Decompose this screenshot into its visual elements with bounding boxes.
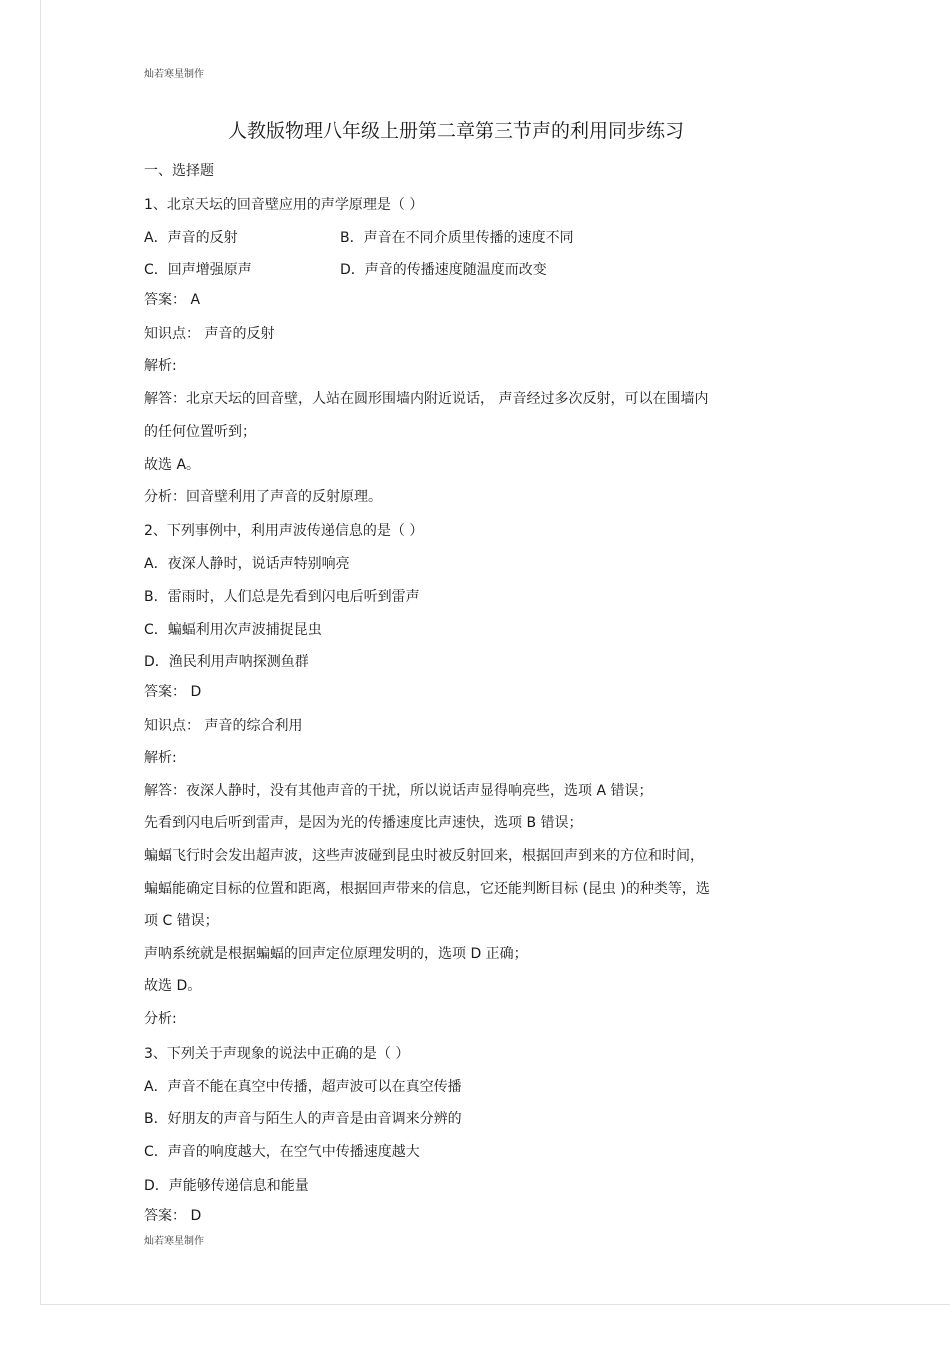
q2-analysis-label: 解析: — [144, 750, 177, 766]
q1-analysis-label: 解析: — [144, 358, 177, 374]
q3-option-a: A．声音不能在真空中传播，超声波可以在真空传播 — [144, 1079, 462, 1095]
q2-solution-line-3: 蝙蝠飞行时会发出超声波，这些声波碰到昆虫时被反射回来，根据回声到来的方位和时间， — [144, 848, 704, 864]
section-heading: 一、选择题 — [144, 163, 214, 179]
q1-option-c: C．回声增强原声 — [144, 262, 252, 278]
q3-stem: 3、下列关于声现象的说法中正确的是（ ） — [144, 1046, 410, 1062]
document-title: 人教版物理八年级上册第二章第三节声的利用同步练习 — [227, 120, 684, 142]
q2-stem: 2、下列事例中，利用声波传递信息的是（ ） — [144, 523, 424, 539]
q3-option-d: D．声能够传递信息和能量 — [144, 1178, 309, 1194]
q2-fenxi: 分析: — [144, 1011, 177, 1027]
q1-option-d: D．声音的传播速度随温度而改变 — [340, 262, 547, 278]
q1-solution-line-2: 的任何位置听到； — [144, 424, 256, 440]
q3-option-c: C．声音的响度越大，在空气中传播速度越大 — [144, 1144, 420, 1160]
q2-solution-line-1: 解答：夜深人静时，没有其他声音的干扰，所以说话声显得响亮些，选项 A 错误； — [144, 783, 653, 799]
q1-option-a: A．声音的反射 — [144, 230, 238, 246]
q2-knowledge-point: 知识点： 声音的综合利用 — [144, 718, 303, 734]
page-edge-left — [40, 0, 41, 1305]
q2-solution-line-4: 蝙蝠能确定目标的位置和距离，根据回声带来的信息，它还能判断目标 (昆虫 )的种类等，选 — [144, 881, 710, 897]
q2-answer: 答案： D — [144, 684, 202, 700]
q1-option-b: B．声音在不同介质里传播的速度不同 — [340, 230, 574, 246]
page-header-text: 灿若寒星制作 — [144, 69, 204, 80]
page-edge-bottom — [40, 1304, 950, 1305]
q1-stem: 1、北京天坛的回音壁应用的声学原理是（ ） — [144, 197, 424, 213]
q1-choice: 故选 A。 — [144, 457, 201, 473]
q1-knowledge-point: 知识点： 声音的反射 — [144, 326, 275, 342]
q2-option-d: D．渔民利用声呐探测鱼群 — [144, 654, 309, 670]
q3-answer: 答案： D — [144, 1208, 202, 1224]
q2-solution-line-5: 项 C 错误； — [144, 913, 219, 929]
q1-fenxi: 分析：回音壁利用了声音的反射原理。 — [144, 489, 382, 505]
q2-option-c: C．蝙蝠利用次声波捕捉昆虫 — [144, 622, 322, 638]
q2-choice: 故选 D。 — [144, 978, 202, 994]
q1-answer: 答案： A — [144, 292, 201, 308]
q3-option-b: B．好朋友的声音与陌生人的声音是由音调来分辨的 — [144, 1111, 462, 1127]
q2-option-b: B．雷雨时，人们总是先看到闪电后听到雷声 — [144, 589, 420, 605]
q2-solution-line-2: 先看到闪电后听到雷声，是因为光的传播速度比声速快，选项 B 错误； — [144, 815, 583, 831]
q1-solution-line-1: 解答：北京天坛的回音壁，人站在圆形围墙内附近说话， 声音经过多次反射，可以在围墙内 — [144, 391, 709, 407]
page-footer-text: 灿若寒星制作 — [144, 1236, 204, 1247]
q2-option-a: A．夜深人静时，说话声特别响亮 — [144, 556, 350, 572]
q2-solution-line-6: 声呐系统就是根据蝙蝠的回声定位原理发明的，选项 D 正确； — [144, 946, 528, 962]
